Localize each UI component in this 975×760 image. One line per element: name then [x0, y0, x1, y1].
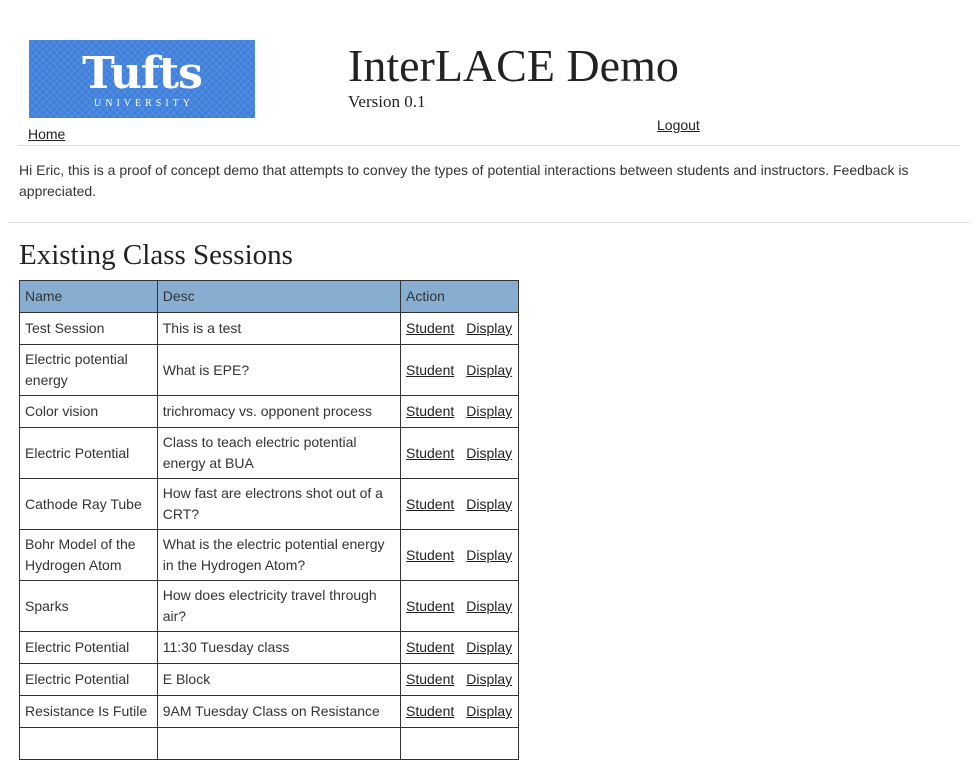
column-header-name: Name: [20, 281, 158, 313]
session-name: Cathode Ray Tube: [20, 479, 158, 530]
session-name: Electric potential energy: [20, 345, 158, 396]
table-row: [20, 428, 519, 479]
sessions-table: [19, 280, 519, 760]
display-link[interactable]: Display: [466, 361, 513, 378]
display-link[interactable]: Display: [466, 403, 513, 419]
student-link[interactable]: Student: [406, 639, 455, 655]
logo-wordmark: Tufts: [82, 48, 202, 99]
section-title: Existing Class Sessions: [19, 239, 293, 271]
header-divider: [18, 145, 959, 146]
session-desc: [157, 728, 400, 760]
session-name: Sparks: [20, 581, 158, 632]
column-header-desc: Desc: [157, 281, 400, 313]
display-link[interactable]: Display: [466, 320, 513, 336]
display-link[interactable]: Display: [466, 495, 513, 512]
display-link[interactable]: Display: [466, 703, 513, 719]
table-row: [20, 479, 519, 530]
table-row: [20, 581, 519, 632]
table-row: [20, 530, 519, 581]
table-row: [20, 664, 519, 696]
session-name: Electric Potential: [20, 664, 158, 696]
app-version: Version 0.1: [348, 92, 426, 111]
student-link[interactable]: Student: [406, 703, 455, 719]
session-name: Electric Potential: [20, 428, 158, 479]
student-link[interactable]: Student: [406, 597, 455, 614]
section-divider: [8, 222, 969, 223]
session-actions: [401, 313, 519, 345]
session-desc: What is the electric potential energy in the Hydrogen Atom?: [157, 530, 400, 581]
session-actions: [401, 345, 519, 396]
tufts-university-logo: [29, 40, 255, 118]
student-link[interactable]: Student: [406, 671, 455, 687]
student-link[interactable]: Student: [406, 444, 455, 461]
student-link[interactable]: Student: [406, 320, 455, 336]
home-link[interactable]: Home: [28, 126, 66, 142]
table-header-row: [20, 281, 519, 313]
student-link[interactable]: Student: [406, 546, 455, 563]
display-link[interactable]: Display: [466, 546, 513, 563]
logout-link[interactable]: Logout: [657, 117, 700, 133]
student-link[interactable]: Student: [406, 403, 455, 419]
table-row: [20, 728, 519, 760]
table-row: [20, 396, 519, 428]
table-row: [20, 313, 519, 345]
sessions-table-body: [20, 313, 519, 760]
session-name: Bohr Model of the Hydrogen Atom: [20, 530, 158, 581]
column-header-action: Action: [401, 281, 519, 313]
session-actions: [401, 428, 519, 479]
session-actions: [401, 696, 519, 728]
session-desc: Class to teach electric potential energy at BUA: [157, 428, 400, 479]
session-name: Color vision: [20, 396, 158, 428]
intro-message: Hi Eric, this is a proof of concept demo that attempts to convey the types of potential interactions between students and instructors. Feedback is appreciated.: [19, 162, 909, 199]
session-actions: [401, 728, 519, 760]
display-link[interactable]: Display: [466, 639, 513, 655]
session-actions: [401, 530, 519, 581]
session-desc: This is a test: [157, 313, 400, 345]
student-link[interactable]: Student: [406, 361, 455, 378]
session-actions: [401, 632, 519, 664]
session-desc: What is EPE?: [157, 345, 400, 396]
session-desc: 11:30 Tuesday class: [157, 632, 400, 664]
session-actions: [401, 581, 519, 632]
session-desc: trichromacy vs. opponent process: [157, 396, 400, 428]
session-actions: [401, 396, 519, 428]
session-name: Resistance Is Futile: [20, 696, 158, 728]
session-desc: 9AM Tuesday Class on Resistance: [157, 696, 400, 728]
table-row: [20, 696, 519, 728]
app-title: InterLACE Demo: [348, 40, 679, 91]
session-actions: [401, 664, 519, 696]
student-link[interactable]: Student: [406, 495, 455, 512]
table-row: [20, 345, 519, 396]
session-desc: E Block: [157, 664, 400, 696]
session-desc: How fast are electrons shot out of a CRT?: [157, 479, 400, 530]
display-link[interactable]: Display: [466, 597, 513, 614]
session-name: [20, 728, 158, 760]
display-link[interactable]: Display: [466, 444, 513, 461]
table-row: [20, 632, 519, 664]
session-actions: [401, 479, 519, 530]
session-desc: How does electricity travel through air?: [157, 581, 400, 632]
display-link[interactable]: Display: [466, 671, 513, 687]
session-name: Electric Potential: [20, 632, 158, 664]
logo-subtitle: UNIVERSITY: [94, 98, 194, 109]
session-name: Test Session: [20, 313, 158, 345]
